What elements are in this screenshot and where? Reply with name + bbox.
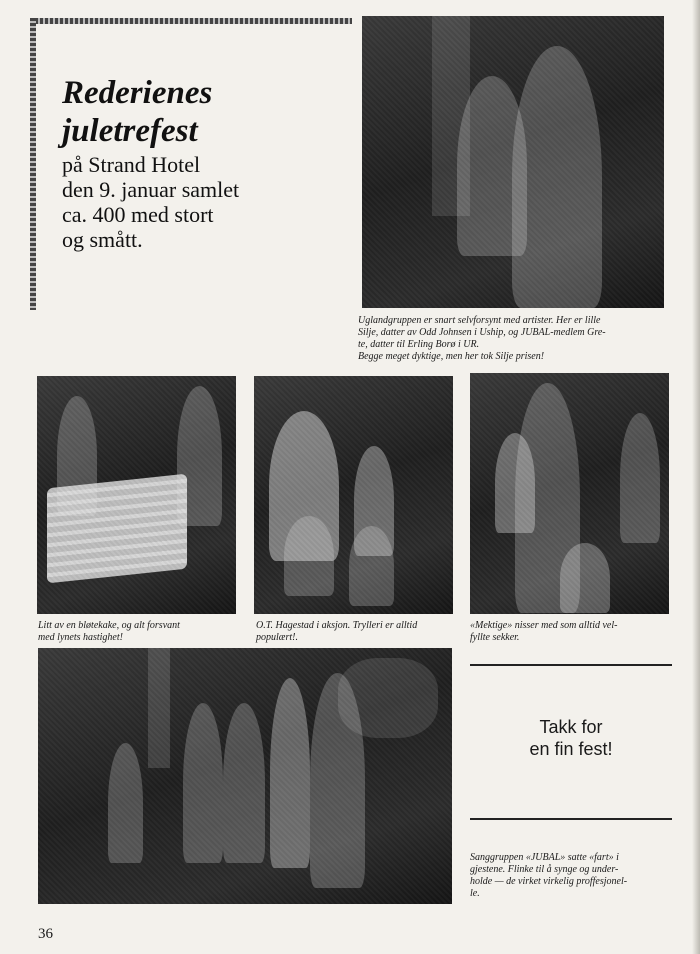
caption-cake: Litt av en bløtekake, og alt forsvant med lynets hastighet! [38, 620, 180, 643]
caption-jubal: Sanggruppen «JUBAL» satte «fart» i gjestene. Flinke til å synge og under- holde — de virket virkelig proffesjonel- le. [470, 852, 628, 899]
article-title [62, 74, 212, 150]
caption-santas: «Mektige» nisser med som alltid vel- fyllte sekker. [470, 620, 618, 643]
intro-line-3: ca. 400 med stort [62, 202, 214, 227]
photo-magician [254, 376, 453, 614]
page-edge-shadow [692, 0, 700, 954]
thanks-message: Takk for en fin fest! [529, 717, 613, 759]
title-line-1: Rederienes [62, 75, 213, 111]
photo-santas [470, 373, 669, 614]
photo-cake [37, 376, 236, 614]
intro-line-1: på Strand Hotel [62, 152, 201, 177]
thanks-rule-bottom [470, 818, 672, 820]
intro-line-4: og smått. [62, 227, 143, 252]
headline-border-left [30, 18, 36, 310]
intro-line-2: den 9. januar samlet [62, 177, 240, 202]
article-intro [62, 152, 342, 252]
caption-magician: O.T. Hagestad i aksjon. Trylleri er alltid populært!. [256, 620, 418, 643]
page-number: 36 [38, 926, 53, 942]
caption-silje-grete: Uglandgruppen er snart selvforsynt med artister. Her er lille Silje, datter av Odd Johnsen i Uship, og JUBAL-medlem Gre- te, datter til Erling Borø i UR. Begge meget dyktige, men her tok Silje prisen! [358, 315, 606, 362]
headline-border-top [30, 18, 352, 24]
thanks-rule-top [470, 664, 672, 666]
photo-jubal [38, 648, 452, 904]
photo-silje-grete [362, 16, 664, 308]
title-line-2: juletrefest [62, 113, 198, 149]
